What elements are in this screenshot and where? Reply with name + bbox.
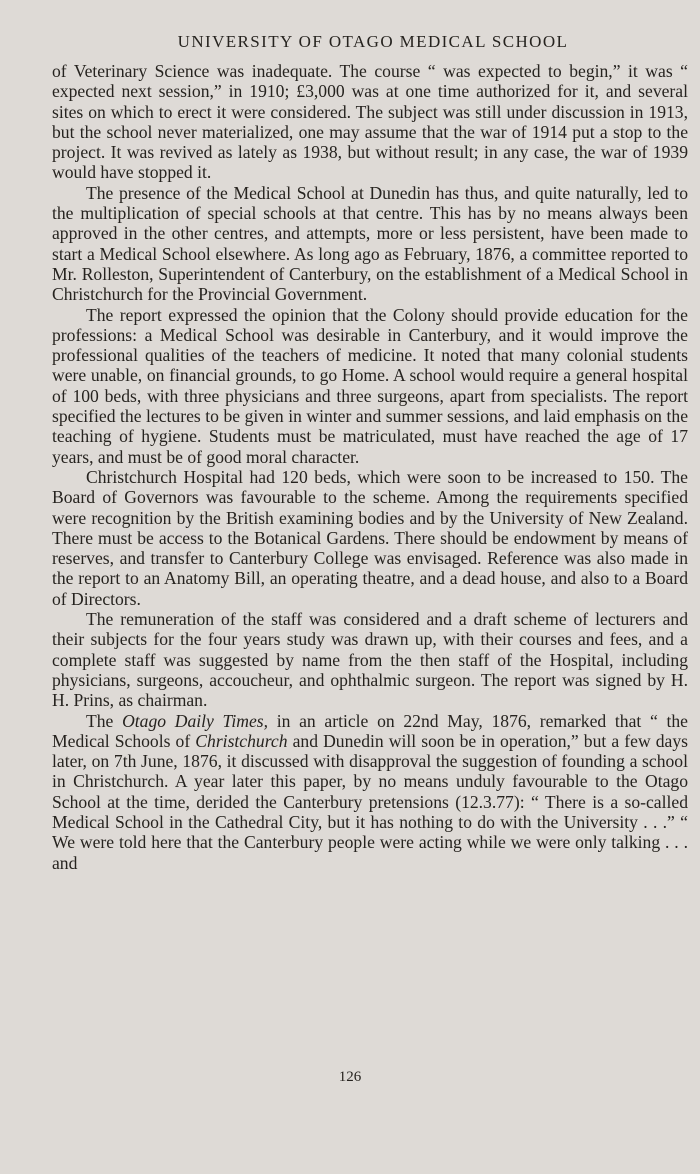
text-run: Christchurch Hospital had 120 beds, which were soon to be increased to 150. The Board of Governors was favourable to the scheme. Among the requirements specified were recognition by the British examining bodies and by the University of New Zealand. There must be access to the Botanical Gardens. There should be endowment by means of reserves, and transfer to Canterbury College was envisaged. Reference was also made in the report to an Anatomy Bill, an operating theatre, and a dead house, and also to a Board of Directors.: [52, 466, 688, 609]
text-run: and Dunedin will soon be in operation,” but a few days later, on 7th June, 1876, it discussed with disapproval the suggestion of founding a school in Christchurch. A year later this paper, by no means unduly favourable to the Otago School at the time, derided the Canterbury pretensions (12.3.77): “ There is a so-called Medical School in the Cathedral City, but it has nothing to do with the University . . .” “ We were told here that the Canterbury people were acting while we were only talking . . . and: [52, 730, 688, 873]
italic-text-run: Christchurch: [195, 730, 288, 751]
italic-text-run: Otago Daily Times,: [122, 710, 269, 731]
text-run: The presence of the Medical School at Dunedin has thus, and quite naturally, led to the multiplication of special schools at that centre. This has by no means always been approved in the other centres, and attempts, more or less persistent, have been made to start a Medical School elsewhere. As long ago as February, 1876, a committee reported to Mr. Rolleston, Superintendent of Canterbury, on the establishment of a Medical School in Christchurch for the Provincial Government.: [52, 182, 688, 305]
paragraph-6: [52, 711, 688, 873]
body-text: [52, 61, 688, 873]
paragraph-2: [52, 183, 688, 305]
page-number: 126: [338, 1069, 362, 1085]
book-page: [52, 30, 688, 873]
paragraph-4: [52, 467, 688, 609]
running-head: UNIVERSITY OF OTAGO MEDICAL SCHOOL: [177, 32, 569, 51]
text-run: The remuneration of the staff was considered and a draft scheme of lecturers and their subjects for the four years study was drawn up, with their courses and fees, and a complete staff was suggested by name from the then staff of the Hospital, including physicians, surgeons, accoucheur, and ophthalmic surgeon. The report was signed by H. H. Prins, as chairman.: [52, 609, 688, 711]
paragraph-5: [52, 609, 688, 710]
paragraph-3: [52, 305, 688, 467]
text-run: The: [86, 710, 123, 731]
text-run: of Veterinary Science was inadequate. The course “ was expected to begin,” it was “ expected next session,” in 1910; £3,000 was at one time authorized for it, and several sites on which to erect it were considered. The subject was still under discussion in 1913, but the school never materialized, one may assume that the war of 1914 put a stop to the project. It was revived as lately as 1938, but without result; in any case, the war of 1939 would have stopped it.: [52, 61, 688, 183]
text-run: The report expressed the opinion that the Colony should provide education for the professions: a Medical School was desirable in Canterbury, and it would improve the professional qualities of the teachers of medicine. It noted that many colonial students were unable, on financial grounds, to go Home. A school would require a general hospital of 100 beds, with three physicians and three surgeons, apart from specialists. The report specified the lectures to be given in winter and summer sessions, and laid emphasis on the teaching of hygiene. Students must be matriculated, must have reached the age of 17 years, and must be of good moral character.: [52, 304, 688, 467]
text-run: in an article on 22nd May, 1876, remarked that “ the Medical Schools of: [52, 710, 688, 751]
paragraph-1: [52, 61, 688, 183]
